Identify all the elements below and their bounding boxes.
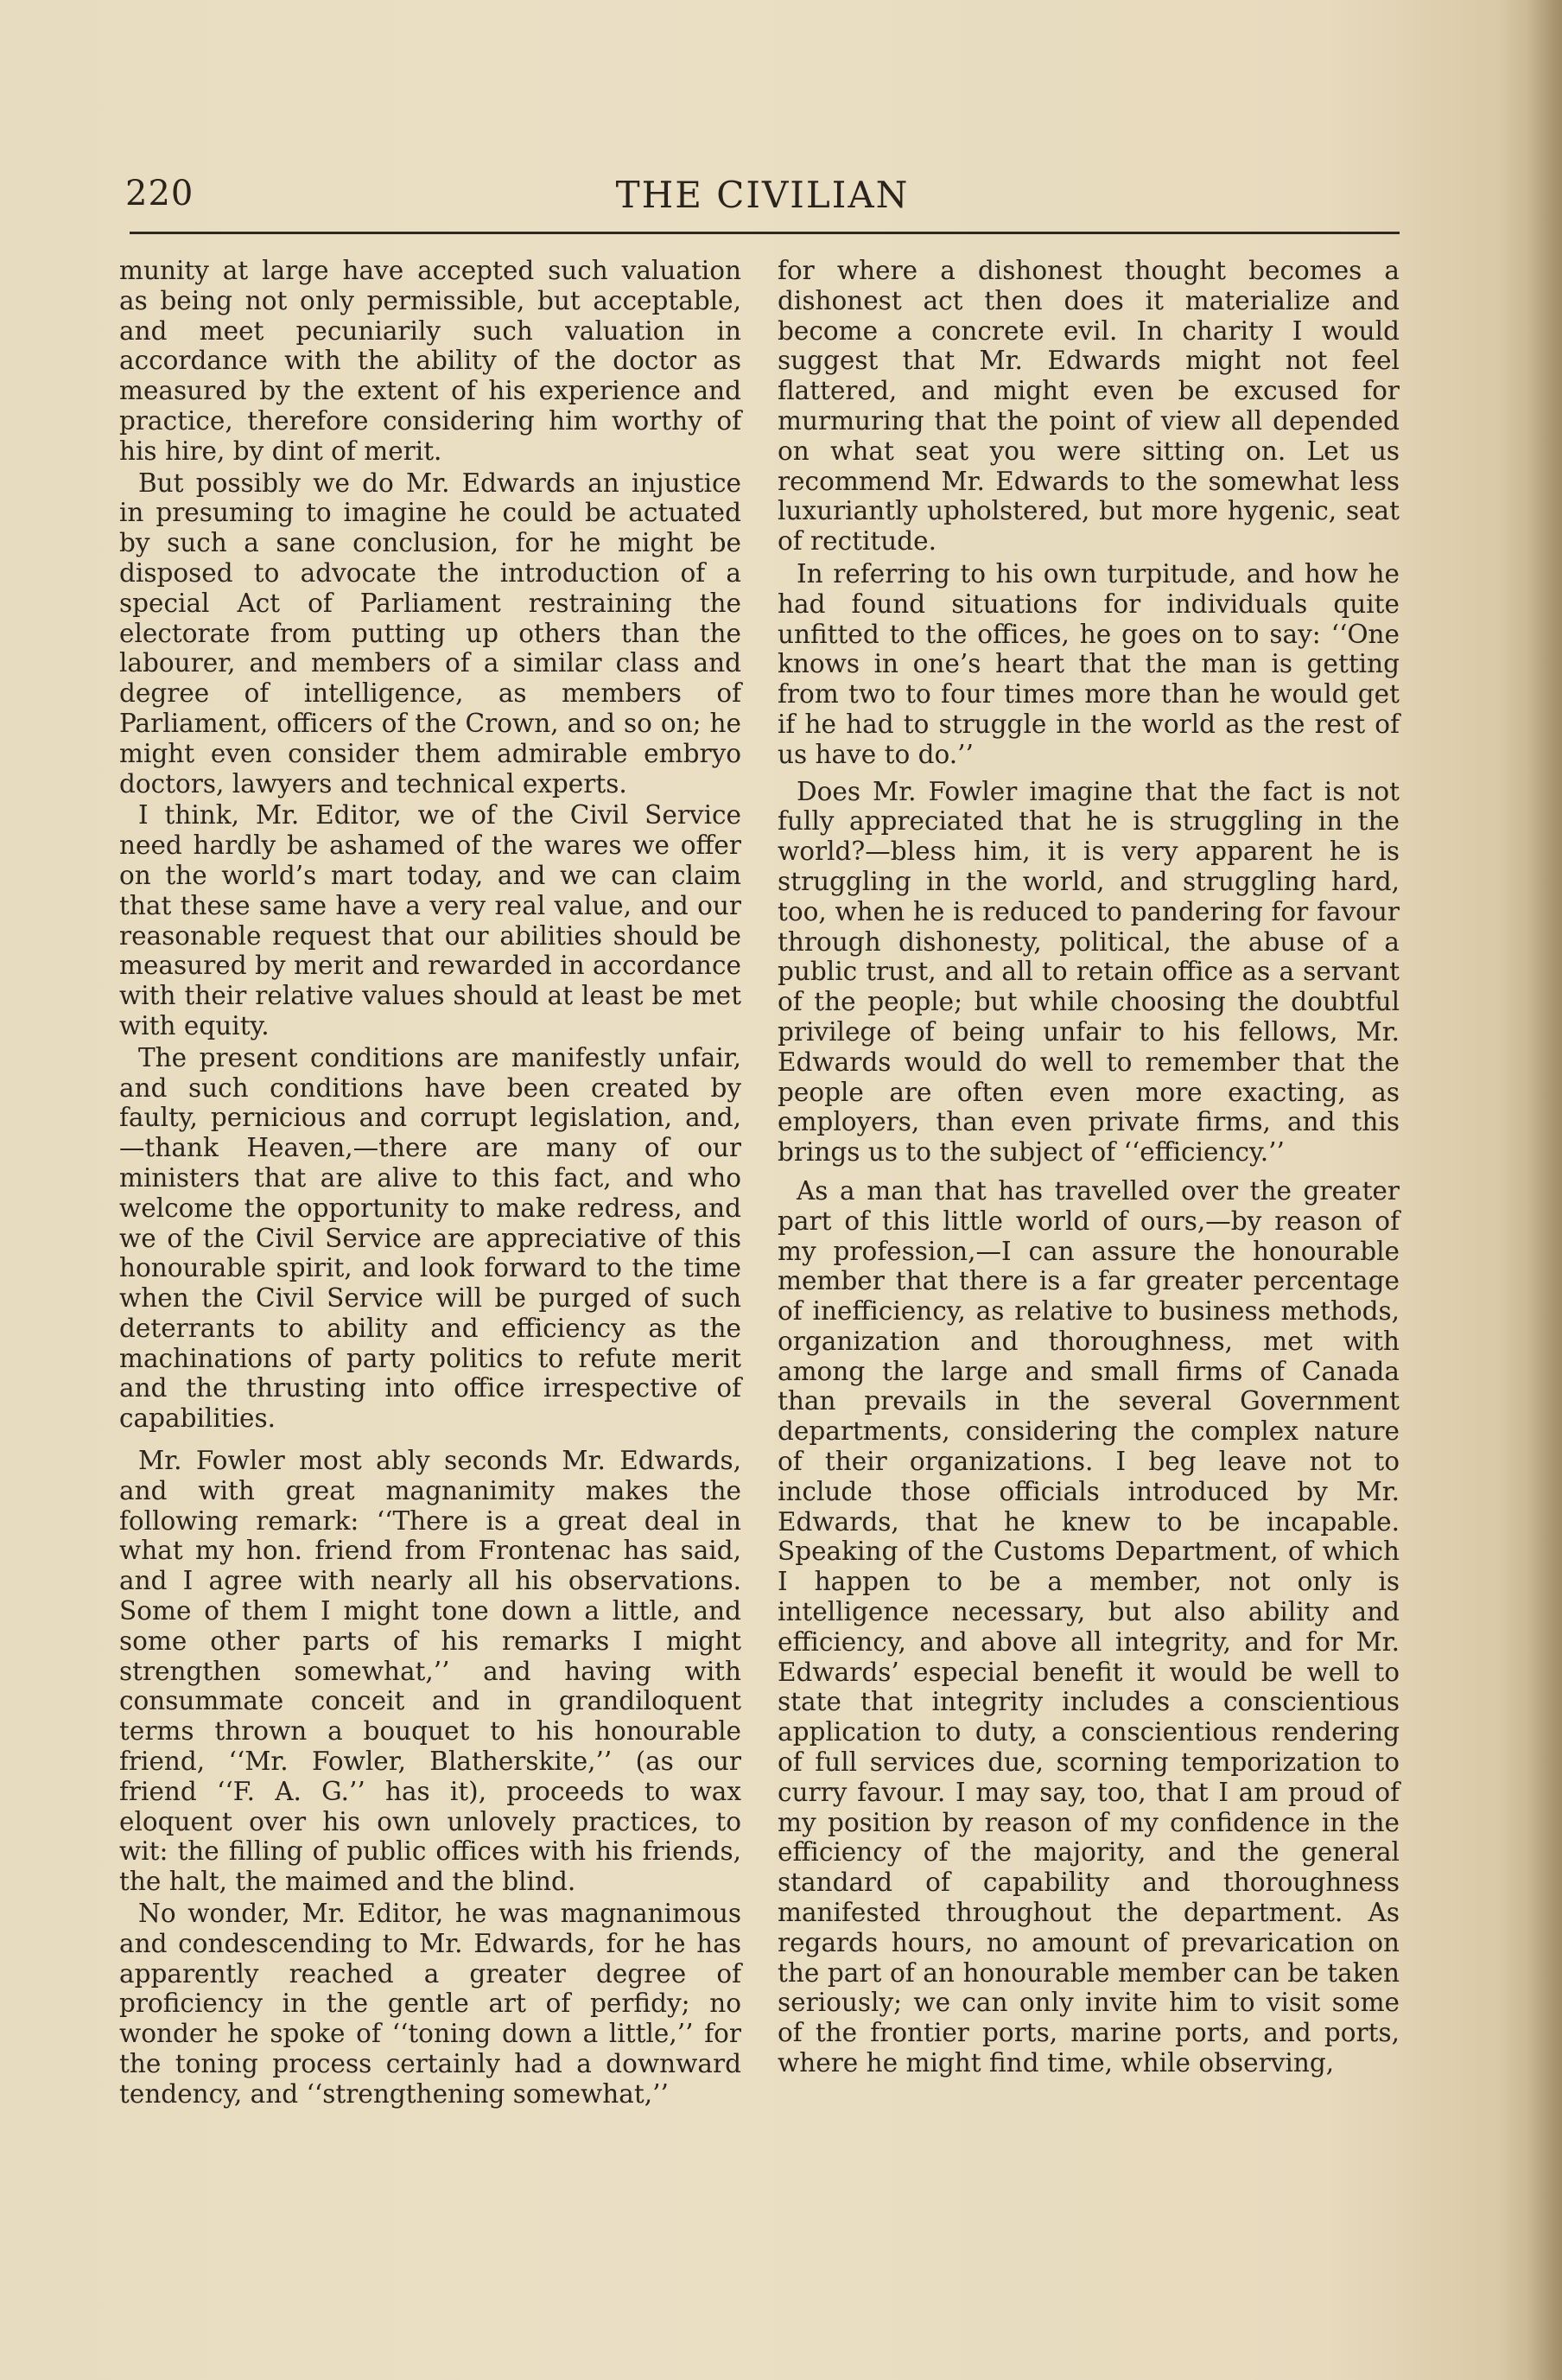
paragraph: In referring to his own turpitude, and how he had found situations for individuals quite unfitted to the offices, he goes on to say: ‘‘One knows in one’s heart that the man is getting from two to four times more than he would get if he had to struggle in the world as the rest of us have to do.’’: [778, 558, 1400, 769]
right-column: [778, 256, 1400, 2078]
paragraph: Mr. Fowler most ably seconds Mr. Edwards, and with great magnanimity makes the following remark: ‘‘There is a great deal in what my hon. friend from Frontenac has said, and I agree with nearly all his observations. Some of them I might tone down a little, and some other parts of his remarks I might strengthen somewhat,’’ and having with consummate conceit and in grandiloquent terms thrown a bouquet to his honourable friend, ‘‘Mr. Fowler, Blatherskite,’’ (as our friend ‘‘F. A. G.’’ has it), proceeds to wax eloquent over his own unlovely practices, to wit: the filling of public offices with his friends, the halt, the maimed and the blind.: [119, 1446, 741, 1897]
paragraph: As a man that has travelled over the greater part of this little world of ours,—by reason of my profession,—I can assure the honourable member that there is a far greater percentage of inefficiency, as relative to business methods, organization and thoroughness, met with among the large and small firms of Canada than prevails in the several Government departments, considering the complex nature of their organizations. I beg leave not to include those officials introduced by Mr. Edwards, that he knew to be incapable. Speaking of the Customs Department, of which I happen to be a member, not only is intelligence necessary, but also ability and efficiency, and above all integrity, and for Mr. Edwards’ especial benefit it would be well to state that integrity includes a conscientious application to duty, a conscientious rendering of full services due, scorning temporization to curry favour. I may say, too, that I am proud of my position by reason of my confidence in the efficiency of the majority, and the general standard of capability and thoroughness manifested throughout the department. As regards hours, no amount of prevarication on the part of an honourable member can be taken seriously; we can only invite him to visit some of the frontier ports, marine ports, and ports, where he might find time, while observing,: [778, 1175, 1400, 2078]
page-edge-shadow: [1527, 0, 1562, 2380]
running-header: [125, 169, 1400, 229]
left-column: [119, 256, 741, 2110]
page-number: 220: [125, 174, 194, 213]
paragraph: for where a dishonest thought becomes a dishonest act then does it materialize and become a concrete evil. In charity I would suggest that Mr. Edwards might not feel flattered, and might even be excused for murmuring that the point of view all depended on what seat you were sitting on. Let us recommend Mr. Edwards to the somewhat less luxuriantly upholstered, but more hygenic, seat of rectitude.: [778, 256, 1400, 557]
header-rule: [130, 232, 1400, 234]
running-title: THE CIVILIAN: [615, 174, 910, 216]
paragraph: Does Mr. Fowler imagine that the fact is not fully appreciated that he is struggling in the world?—bless him, it is very apparent he is struggling in the world, and struggling hard, too, when he is reduced to pandering for favour through dishonesty, political, the abuse of a public trust, and all to retain office as a servant of the people; but while choosing the doubtful privilege of being unfair to his fellows, Mr. Edwards would do well to remember that the people are often even more exacting, as employers, than even private firms, and this brings us to the subject of ‘‘efficiency.’’: [778, 776, 1400, 1168]
paragraph: No wonder, Mr. Editor, he was magnanimous and condescending to Mr. Edwards, for he has apparently reached a greater degree of proficiency in the gentle art of perfidy; no wonder he spoke of ‘‘toning down a little,’’ for the toning process certainly had a downward tendency, and ‘‘strengthening somewhat,’’: [119, 1899, 741, 2109]
paragraph: The present conditions are manifestly unfair, and such conditions have been created by faulty, pernicious and corrupt legislation, and,—thank Heaven,—there are many of our ministers that are alive to this fact, and who welcome the opportunity to make redress, and we of the Civil Service are appreciative of this honourable spirit, and look forward to the time when the Civil Service will be purged of such deterrants to ability and efficiency as the machinations of party politics to refute merit and the thrusting into office irrespective of capabilities.: [119, 1042, 741, 1434]
paragraph: I think, Mr. Editor, we of the Civil Service need hardly be ashamed of the wares we offer on the world’s mart today, and we can claim that these same have a very real value, and our reasonable request that our abilities should be measured by merit and rewarded in accordance with their relative values should at least be met with equity.: [119, 800, 741, 1040]
paragraph: munity at large have accepted such valuation as being not only permissible, but acceptable, and meet pecuniarily such valuation in accordance with the ability of the doctor as measured by the extent of his experience and practice, therefore considering him worthy of his hire, by dint of merit.: [119, 256, 741, 466]
paragraph: But possibly we do Mr. Edwards an injustice in presuming to imagine he could be actuated by such a sane conclusion, for he might be disposed to advocate the introduction of a special Act of Parliament restraining the electorate from putting up others than the labourer, and members of a similar class and degree of intelligence, as members of Parliament, officers of the Crown, and so on; he might even consider them admirable embryo doctors, lawyers and technical experts.: [119, 468, 741, 799]
